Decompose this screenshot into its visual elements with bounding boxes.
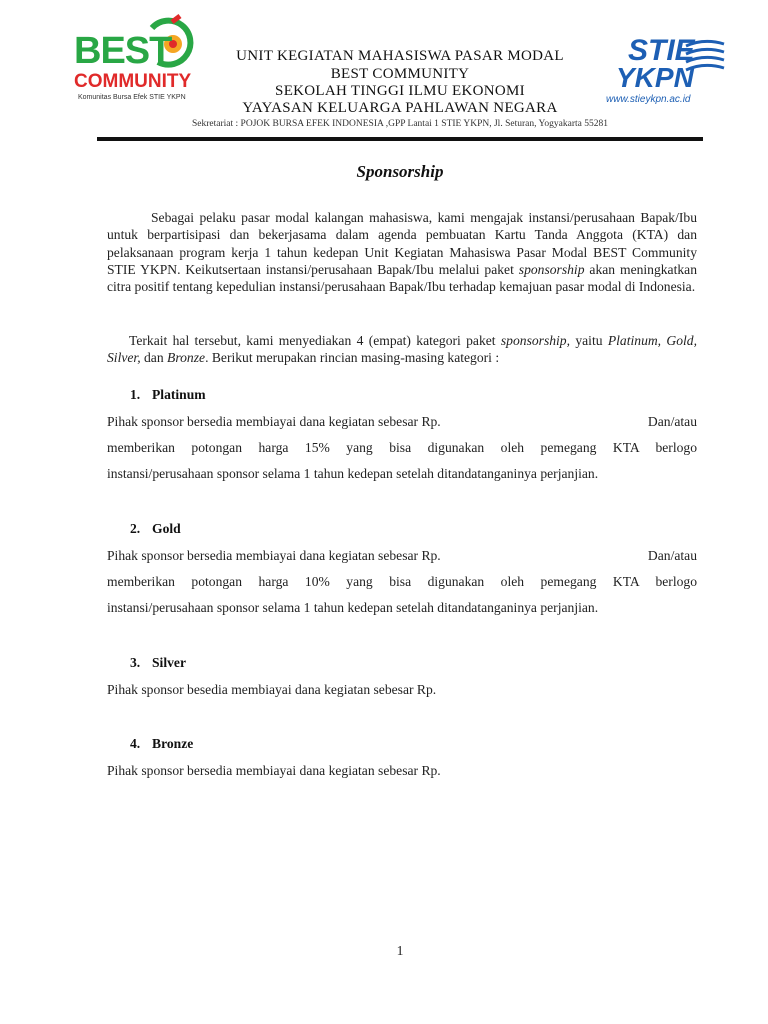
section-body-gold (107, 543, 697, 621)
page-number: 1 (396, 943, 404, 958)
section-number: 1. (130, 387, 141, 402)
header-line-community: BEST COMMUNITY (330, 66, 470, 82)
discount-terms-text: instansi/perusahaan sponsor selama 1 tahun kedepan setelah ditandatanganinya perjanjian. (107, 466, 599, 481)
best-community-logo (74, 14, 202, 104)
and-or-text: Dan/atau (647, 548, 697, 563)
section-body-bronze (107, 758, 697, 784)
stie-ykpn-logo (600, 36, 730, 108)
section-heading-gold (130, 521, 181, 537)
section-heading-bronze (130, 736, 193, 752)
intro-text-2: akan meningkatkan citra positif tentang kepedulian instansi/perusahaan Bapak/Ibu terhadap kemajuan pasar modal di Indonesia. (107, 261, 697, 295)
categories-emphasis-1: sponsorship, (500, 333, 571, 348)
intro-emphasis: sponsorship (518, 261, 585, 277)
discount-terms-text: instansi/perusahaan sponsor selama 1 tahun kedepan setelah ditandatanganinya perjanjian. (107, 600, 599, 615)
section-number: 4. (130, 736, 141, 751)
secretariat-address: Sekretariat : POJOK BURSA EFEK INDONESIA ,GPP Lantai 1 STIE YKPN, Jl. Seturan, Yogyakarta 55281 (192, 119, 608, 129)
logo-ykpn-text: YKPN (616, 62, 694, 93)
categories-text-1: Terkait hal tersebut, kami menyediakan 4 (empat) kategori paket (129, 333, 501, 348)
section-title: Platinum (152, 387, 206, 402)
sponsor-amount-line (107, 543, 697, 569)
sponsor-amount-text: Pihak sponsor bersedia membiayai dana kegiatan sebesar Rp. (107, 414, 441, 429)
header-line-unit: UNIT KEGIATAN MAHASISWA PASAR MODAL (236, 48, 564, 64)
section-number: 3. (130, 655, 141, 670)
discount-text: memberikan potongan harga 10% yang bisa digunakan oleh pemegang KTA berlogo (107, 574, 697, 589)
section-title: Bronze (152, 736, 194, 751)
section-number: 2. (130, 521, 141, 536)
logo-tagline: Komunitas Bursa Efek STIE YKPN (78, 94, 186, 101)
logo-community-text: COMMUNITY (74, 71, 192, 92)
logo-stie-text: STIE (628, 34, 695, 67)
header-line-foundation: YAYASAN KELUARGA PAHLAWAN NEGARA (242, 100, 558, 116)
section-body-platinum (107, 409, 697, 487)
section-body-silver (107, 677, 697, 703)
sponsor-amount-text: Pihak sponsor bersedia membiayai dana kegiatan sebesar Rp. (107, 763, 441, 778)
and-or-text: Dan/atau (647, 414, 697, 429)
sponsor-amount-text: Pihak sponsor besedia membiayai dana kegiatan sebesar Rp. (107, 682, 437, 697)
intro-text-1: Sebagai pelaku pasar modal kalangan mahasiswa, kami mengajak instansi/perusahaan Bapak/Ibu untuk berpartisipasi dan bekerjasama dalam agenda pembuatan Kartu Tanda Anggota (KTA) dan pelaksanaan program kerja 1 tahun kedepan Unit Kegiatan Mahasiswa Pasar Modal BEST Community STIE YKPN. Keikutsertaan instansi/perusahaan Bapak/Ibu melalui paket (107, 210, 697, 277)
categories-text-2: yaitu (570, 333, 608, 348)
categories-paragraph (107, 332, 697, 367)
sponsor-amount-text: Pihak sponsor bersedia membiayai dana kegiatan sebesar Rp. (107, 548, 441, 563)
header-line-school: SEKOLAH TINGGI ILMU EKONOMI (275, 83, 525, 99)
categories-emphasis-2: Platinum, Gold, Silver, (107, 333, 697, 366)
section-title: Gold (152, 521, 181, 536)
intro-paragraph (107, 209, 697, 295)
document-title: Sponsorship (356, 162, 444, 181)
section-heading-silver (130, 655, 186, 671)
categories-emphasis-3: Bronze (167, 350, 206, 366)
section-heading-platinum (130, 387, 206, 403)
sponsor-amount-line (107, 409, 697, 435)
logo-website-text: www.stieykpn.ac.id (606, 94, 691, 105)
header-divider (97, 137, 703, 141)
categories-text-4: . Berikut merupakan rincian masing-masing kategori : (205, 350, 500, 366)
discount-text: memberikan potongan harga 15% yang bisa digunakan oleh pemegang KTA berlogo (107, 440, 697, 455)
categories-text-3: dan (140, 350, 168, 366)
logo-best-text: BEST (74, 30, 172, 72)
section-title: Silver (152, 655, 186, 670)
